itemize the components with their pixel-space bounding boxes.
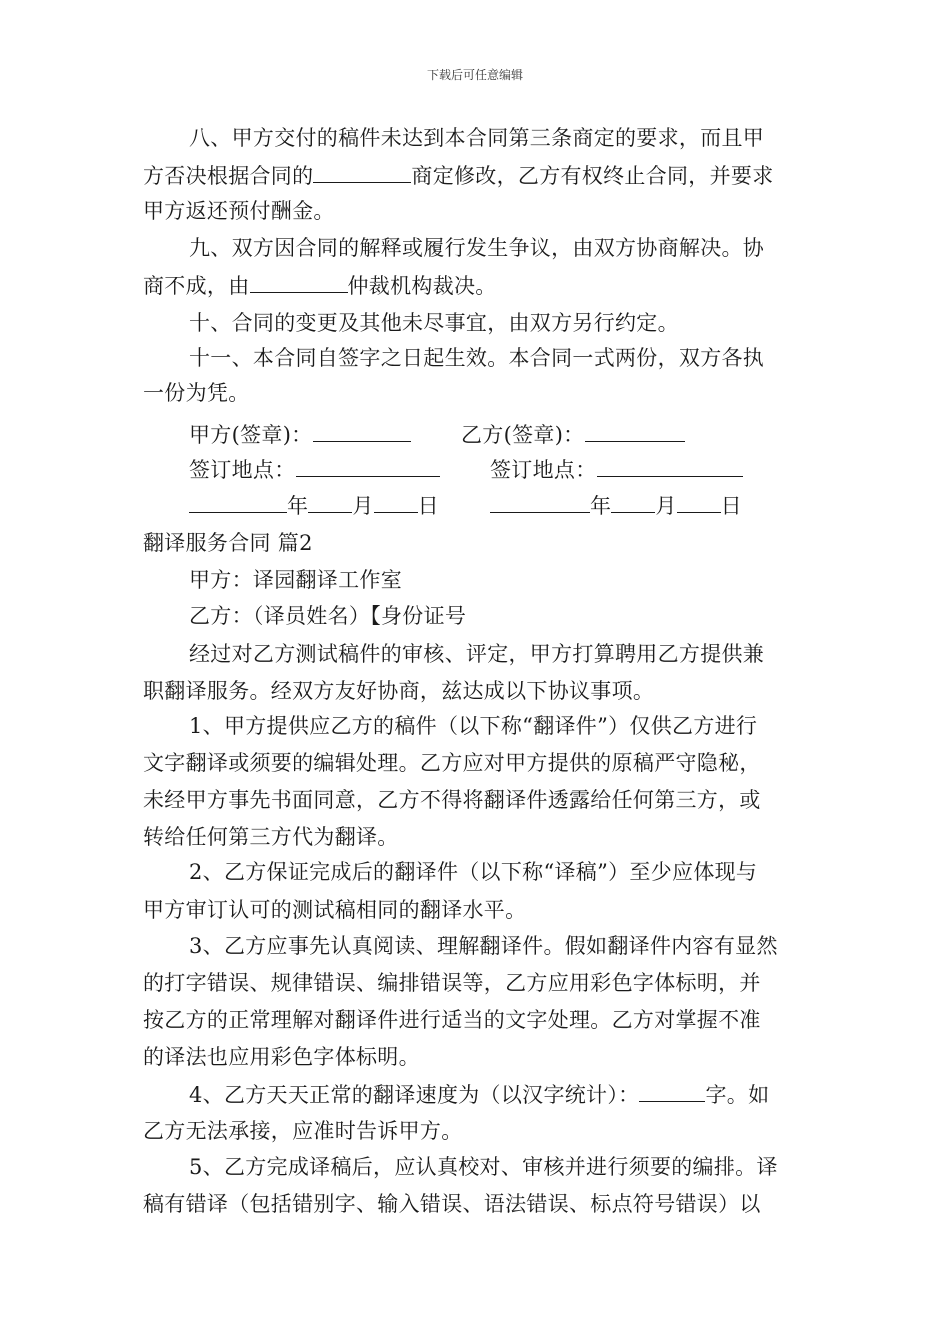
intro-line-2: 职翻译服务。经双方友好协商，兹达成以下协议事项。 — [143, 679, 655, 703]
clause-9-text-b: 仲裁机构裁决。 — [347, 274, 497, 298]
page-header: 下载后可任意编辑 — [426, 68, 523, 82]
month-a-blank[interactable] — [308, 492, 352, 513]
intro-line-1: 经过对乙方测试稿件的审核、评定，甲方打算聘用乙方提供兼 — [189, 642, 765, 666]
day-label: 日 — [417, 494, 439, 518]
item-4-text-a: 4、乙方天天正常的翻译速度为（以汉字统计）： — [189, 1083, 640, 1107]
month-b-blank[interactable] — [611, 492, 655, 513]
contract-clause-blank[interactable] — [313, 162, 411, 183]
clause-8-line-1: 八、甲方交付的稿件未达到本合同第三条商定的要求，而且甲 — [189, 126, 765, 150]
item-4-text-b: 字。如 — [705, 1083, 770, 1107]
signature-row-b — [461, 421, 685, 447]
place-row-a — [189, 456, 440, 482]
month-label: 月 — [655, 494, 677, 518]
party-b-sign-blank[interactable] — [585, 421, 685, 442]
clause-10-line-1: 十、合同的变更及其他未尽事宜，由双方另行约定。 — [189, 311, 679, 335]
signature-row — [189, 421, 411, 447]
item-2-line-2: 甲方审订认可的测试稿相同的翻译水平。 — [143, 898, 527, 922]
item-1-line-3: 未经甲方事先书面同意，乙方不得将翻译件透露给任何第三方，或 — [143, 788, 761, 812]
clause-9-line-1: 九、双方因合同的解释或履行发生争议，由双方协商解决。协 — [189, 236, 765, 260]
speed-blank[interactable] — [639, 1081, 705, 1102]
clause-8-line-3: 甲方返还预付酬金。 — [143, 199, 335, 223]
year-label: 年 — [287, 494, 309, 518]
item-4-line-1 — [189, 1081, 769, 1107]
arbitration-blank[interactable] — [250, 272, 348, 293]
item-2-line-1: 2、乙方保证完成后的翻译件（以下称“译稿”）至少应体现与 — [189, 860, 758, 884]
section-title: 翻译服务合同 篇2 — [143, 531, 313, 555]
item-1-line-1: 1、甲方提供应乙方的稿件（以下称“翻译件”）仅供乙方进行 — [189, 714, 758, 738]
year-b-blank[interactable] — [490, 492, 590, 513]
day-label: 日 — [720, 494, 742, 518]
place-a-label: 签订地点： — [189, 458, 296, 482]
item-3-line-2: 的打字错误、规律错误、编排错误等，乙方应用彩色字体标明，并 — [143, 971, 761, 995]
item-1-line-2: 文字翻译或须要的编辑处理。乙方应对甲方提供的原稿严守隐秘， — [143, 751, 761, 775]
party-a-sign-blank[interactable] — [313, 421, 411, 442]
clause-11-line-2: 一份为凭。 — [143, 381, 250, 405]
place-a-blank[interactable] — [296, 456, 440, 477]
day-a-blank[interactable] — [374, 492, 418, 513]
clause-8-line-2 — [143, 162, 774, 188]
clause-11-line-1: 十一、本合同自签字之日起生效。本合同一式两份，双方各执 — [189, 346, 765, 370]
party-b-sign-label: 乙方(签章)： — [461, 423, 585, 447]
clause-9-line-2 — [143, 272, 497, 298]
year-label: 年 — [590, 494, 612, 518]
item-3-line-4: 的译法也应用彩色字体标明。 — [143, 1045, 420, 1069]
party-a-sign-label: 甲方(签章)： — [189, 423, 313, 447]
item-1-line-4: 转给任何第三方代为翻译。 — [143, 825, 399, 849]
place-b-label: 签订地点： — [490, 458, 597, 482]
day-b-blank[interactable] — [677, 492, 721, 513]
year-a-blank[interactable] — [189, 492, 287, 513]
party-b-line: 乙方：（译员姓名）【身份证号 — [189, 604, 467, 628]
date-row-a — [189, 492, 439, 518]
clause-8-text-b: 商定修改，乙方有权终止合同，并要求 — [411, 164, 774, 188]
date-row-b — [490, 492, 742, 518]
place-row-b — [490, 456, 743, 482]
item-4-line-2: 乙方无法承接，应准时告诉甲方。 — [143, 1119, 463, 1143]
clause-8-text-a: 方否决根据合同的 — [143, 164, 314, 188]
item-3-line-1: 3、乙方应事先认真阅读、理解翻译件。假如翻译件内容有显然 — [189, 934, 778, 958]
month-label: 月 — [352, 494, 374, 518]
item-5-line-1: 5、乙方完成译稿后，应认真校对、审核并进行须要的编排。译 — [189, 1155, 778, 1179]
clause-9-text-a: 商不成，由 — [143, 274, 250, 298]
place-b-blank[interactable] — [597, 456, 743, 477]
party-a-line: 甲方：译园翻译工作室 — [189, 568, 402, 592]
item-5-line-2: 稿有错译（包括错别字、输入错误、语法错误、标点符号错误）以 — [143, 1192, 761, 1216]
item-3-line-3: 按乙方的正常理解对翻译件进行适当的文字处理。乙方对掌握不准 — [143, 1008, 761, 1032]
